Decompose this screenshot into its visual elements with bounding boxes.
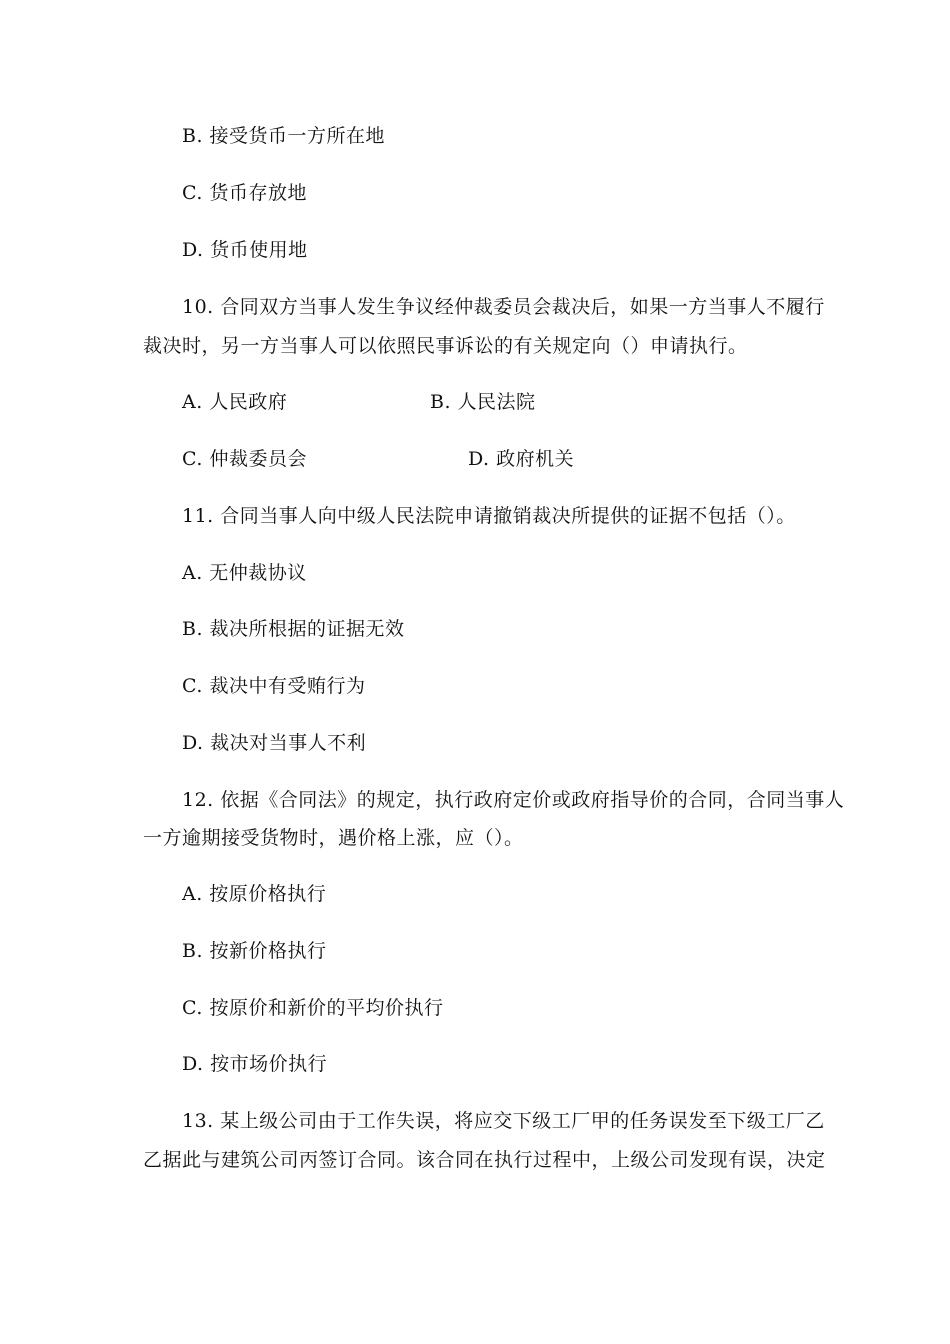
q12-option-d: D. 按市场价执行 (182, 1053, 328, 1075)
q12-question-line-1: 12. 依据《合同法》的规定，执行政府定价或政府指导价的合同，合同当事人 (182, 789, 845, 811)
q12-option-a: A. 按原价格执行 (182, 883, 327, 905)
q10-question-line-1: 10. 合同双方当事人发生争议经仲裁委员会裁决后，如果一方当事人不履行 (182, 296, 825, 318)
q13-question-line-2: 乙据此与建筑公司丙签订合同。该合同在执行过程中，上级公司发现有误，决定 (143, 1149, 826, 1171)
q11-question: 11. 合同当事人向中级人民法院申请撤销裁决所提供的证据不包括（）。 (182, 505, 796, 527)
q12-option-b: B. 按新价格执行 (182, 940, 327, 962)
q11-option-c: C. 裁决中有受贿行为 (182, 675, 366, 697)
q10-question-line-2: 裁决时，另一方当事人可以依照民事诉讼的有关规定向（）申请执行。 (143, 335, 748, 357)
q11-option-b: B. 裁决所根据的证据无效 (182, 618, 405, 640)
q9-option-d: D. 货币使用地 (182, 239, 308, 261)
q10-option-a: A. 人民政府 (182, 391, 288, 413)
q12-option-c: C. 按原价和新价的平均价执行 (182, 997, 444, 1019)
q10-option-c: C. 仲裁委员会 (182, 448, 307, 470)
q13-question-line-1: 13. 某上级公司由于工作失误，将应交下级工厂甲的任务误发至下级工厂乙 (182, 1110, 825, 1132)
q11-option-a: A. 无仲裁协议 (182, 562, 307, 584)
q9-option-b: B. 接受货币一方所在地 (182, 125, 386, 147)
q12-question-line-2: 一方逾期接受货物时，遇价格上涨，应（）。 (143, 827, 524, 849)
q9-option-c: C. 货币存放地 (182, 182, 307, 204)
q11-option-d: D. 裁决对当事人不利 (182, 732, 367, 754)
q10-option-d: D. 政府机关 (468, 448, 575, 470)
q10-option-b: B. 人民法院 (430, 391, 536, 413)
